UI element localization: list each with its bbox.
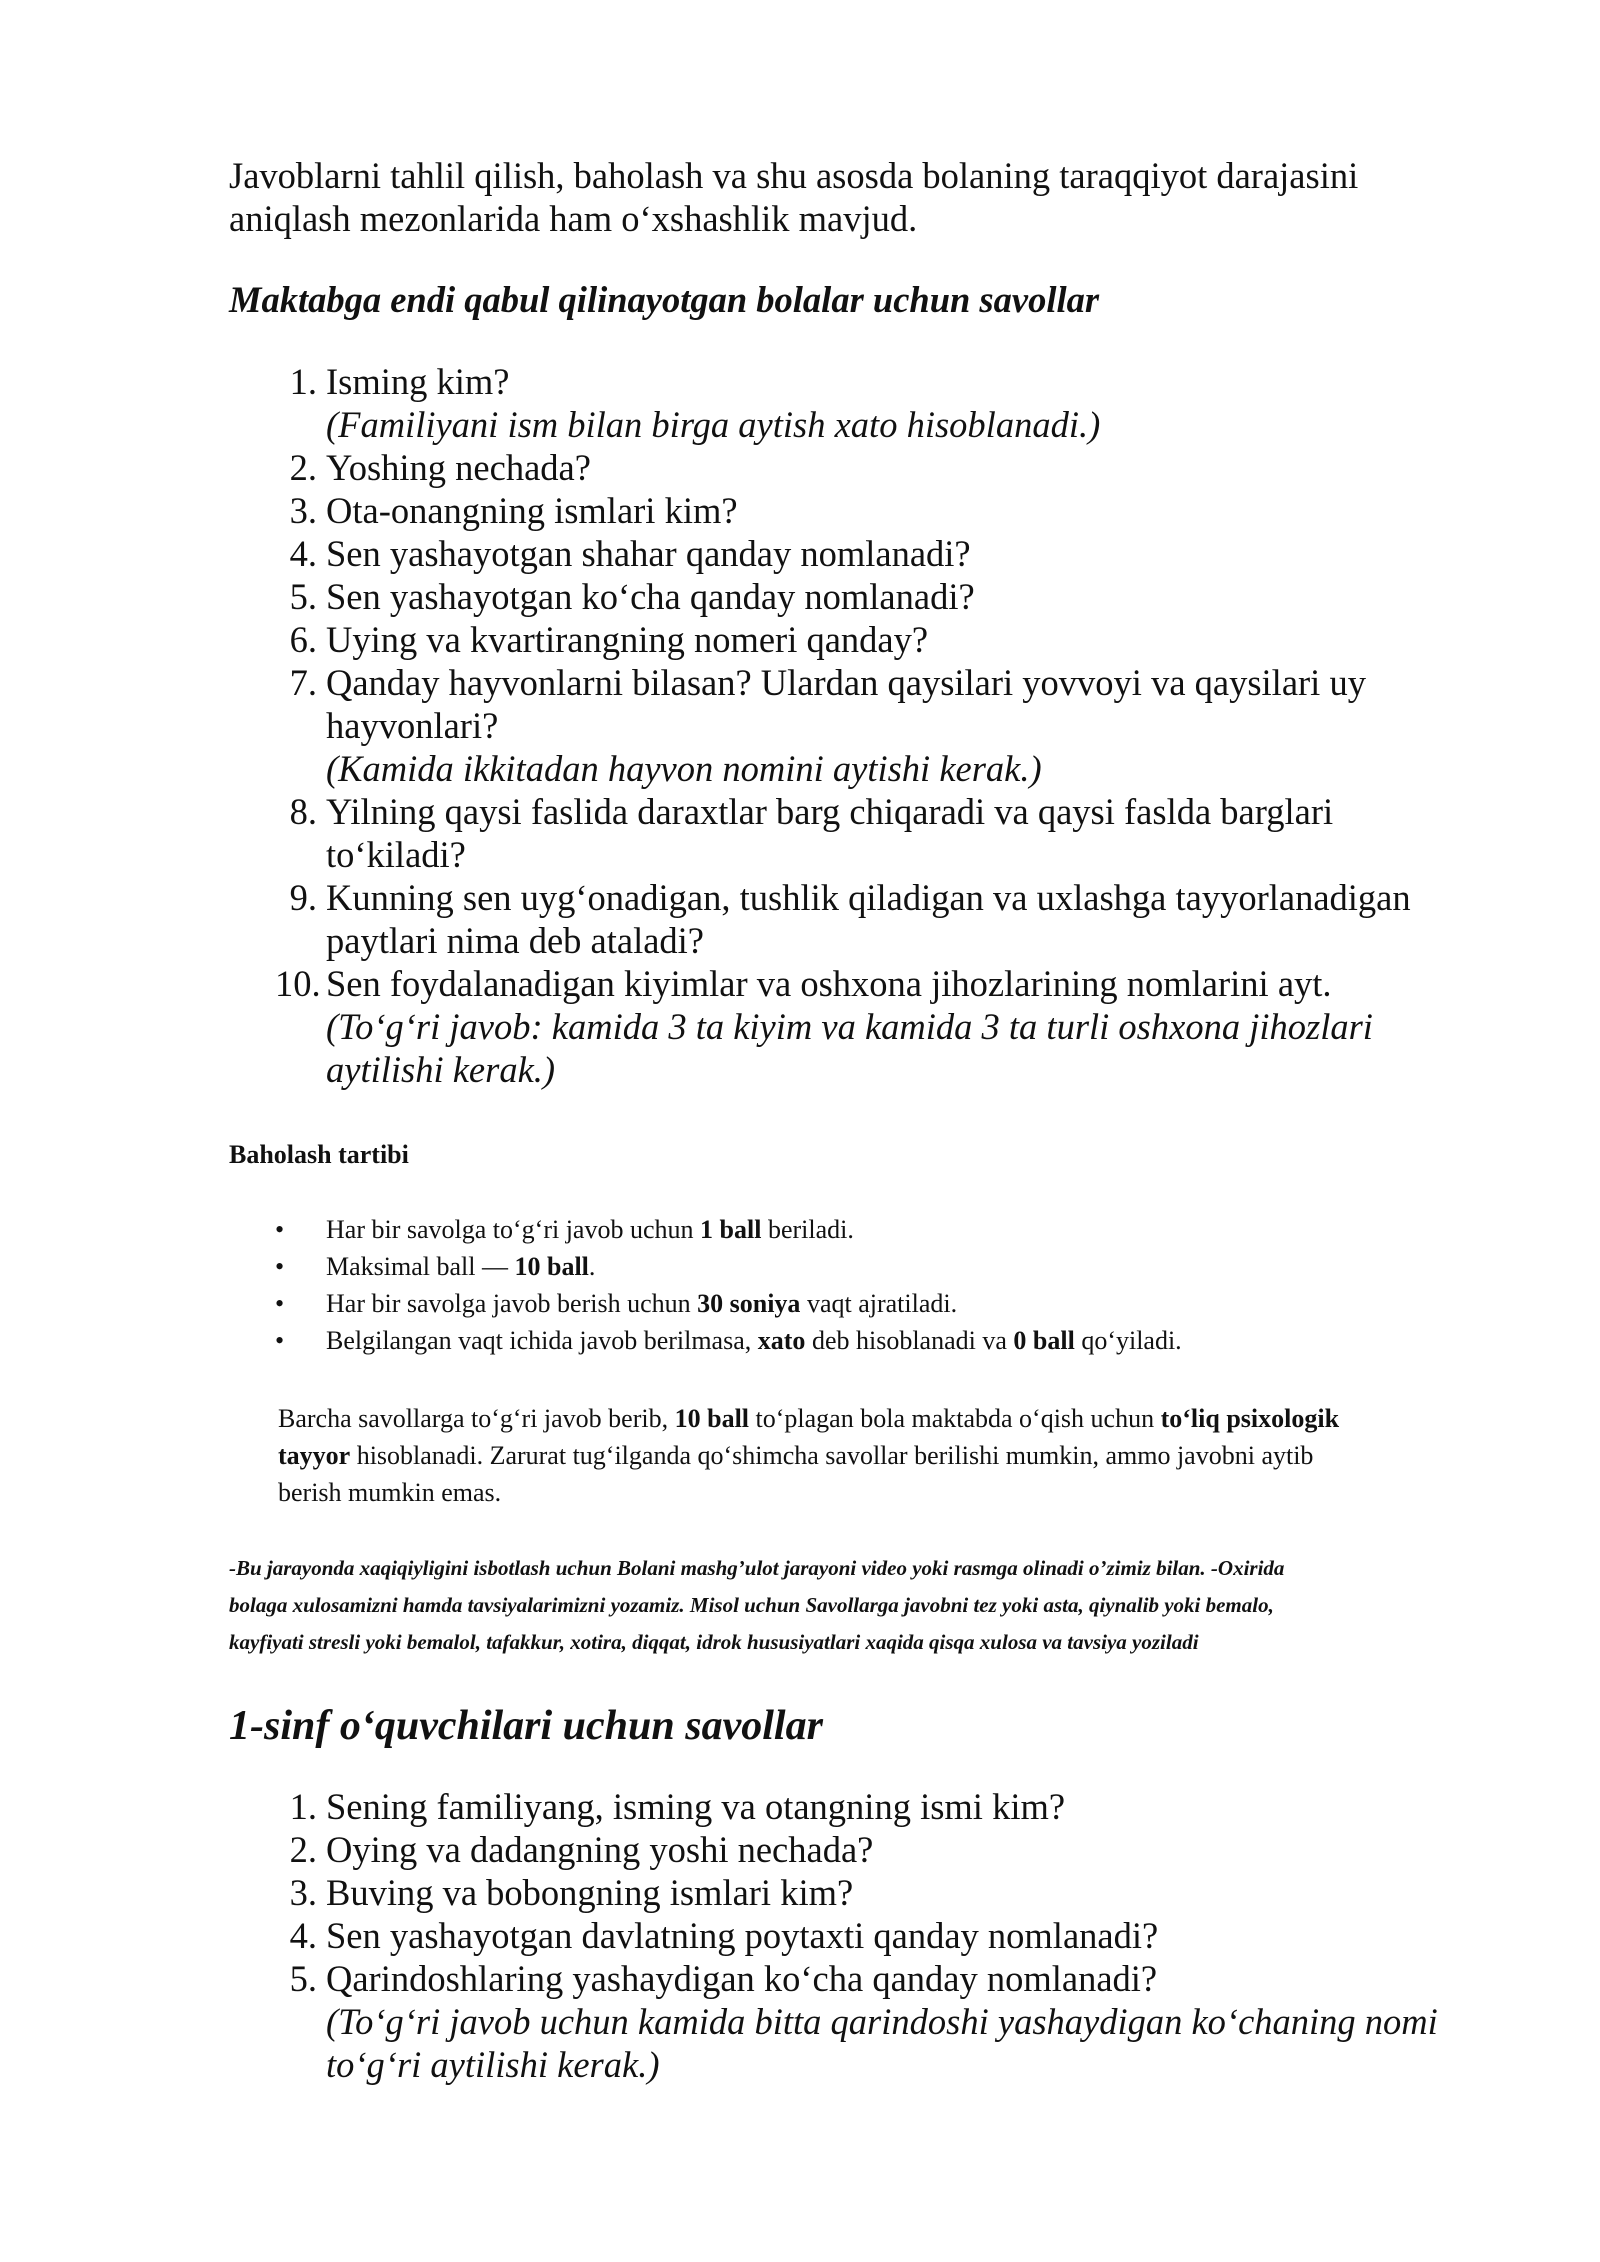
intro-paragraph: [229, 154, 1529, 240]
grading-bullet: [229, 1248, 1529, 1285]
question-note: (To‘g‘ri javob: kamida 3 ta kiyim va kamida 3 ta turli oshxona jihozlari: [326, 1006, 1373, 1047]
emphasis-text: xato: [757, 1326, 806, 1355]
text-run: hisoblanadi. Zarurat tug‘ilganda qo‘shimcha savollar berilishi mumkin, ammo javobni aytib: [350, 1441, 1314, 1470]
section2-heading: 1-sinf o‘quvchilari uchun savollar: [229, 1703, 823, 1749]
question-number: 7.: [289, 662, 317, 703]
question-note: (To‘g‘ri javob uchun kamida bitta qarindoshi yashaydigan ko‘chaning nomi: [326, 2001, 1438, 2042]
question-item: [229, 661, 1529, 790]
question-note: (Familiyani ism bilan birga aytish xato hisoblanadi.): [326, 404, 1101, 445]
question-note: aytilishi kerak.): [326, 1049, 556, 1090]
question-number: 1.: [289, 1786, 317, 1827]
question-number: 9.: [289, 877, 317, 918]
question-number: 3.: [289, 490, 317, 531]
emphasis-text: to‘liq psixologik: [1160, 1404, 1340, 1433]
question-item: [229, 962, 1529, 1091]
emphasis-text: tayyor: [278, 1441, 351, 1470]
question-number: 8.: [289, 791, 317, 832]
grading-heading: Baholash tartibi: [229, 1140, 409, 1169]
question-note: (Kamida ikkitadan hayvon nomini aytishi kerak.): [326, 748, 1042, 789]
question-number: 2.: [289, 1829, 317, 1870]
emphasis-text: 0 ball: [1013, 1326, 1075, 1355]
text-run: vaqt ajratiladi.: [800, 1289, 958, 1318]
bullet-icon: •: [275, 1252, 285, 1281]
question-text: Yoshing nechada?: [326, 447, 591, 488]
intro-line: Javoblarni tahlil qilish, baholash va shu asosda bolaning taraqqiyot darajasini: [229, 155, 1359, 196]
grading-bullet-list: [229, 1211, 1529, 1359]
footnote-line: -Bu jarayonda xaqiqiyligini isbotlash uchun Bolani mashg’ulot jarayoni video yoki rasmga olinadi o’zimiz bilan. -Oxirida: [229, 1556, 1285, 1580]
section1-heading: Maktabga endi qabul qilinayotgan bolalar uchun savollar: [229, 279, 1100, 320]
text-run: qo‘yiladi.: [1074, 1326, 1182, 1355]
emphasis-text: 10 ball: [514, 1252, 589, 1281]
question-item: [229, 1871, 1529, 1914]
question-number: 2.: [289, 447, 317, 488]
question-number: 10.: [275, 963, 321, 1004]
question-number: 3.: [289, 1872, 317, 1913]
question-text: Ota-onangning ismlari kim?: [326, 490, 738, 531]
text-run: .: [588, 1252, 596, 1281]
question-number: 4.: [289, 533, 317, 574]
question-number: 1.: [289, 361, 317, 402]
text-run: berish mumkin emas.: [278, 1478, 502, 1507]
question-text: Buving va bobongning ismlari kim?: [326, 1872, 854, 1913]
text-run: deb hisoblanadi va: [805, 1326, 1014, 1355]
bullet-icon: •: [275, 1215, 285, 1244]
question-text: Qarindoshlaring yashaydigan ko‘cha qanday nomlanadi?: [326, 1958, 1158, 1999]
question-item: [229, 489, 1529, 532]
question-item: [229, 360, 1529, 446]
question-item: [229, 1914, 1529, 1957]
grading-bullet: [229, 1285, 1529, 1322]
question-text: Qanday hayvonlarni bilasan? Ulardan qaysilari yovvoyi va qaysilari uy: [326, 662, 1366, 703]
bullet-icon: •: [275, 1289, 285, 1318]
question-text: Sen yashayotgan ko‘cha qanday nomlanadi?: [326, 576, 975, 617]
footnote-line: kayfiyati stresli yoki bemalol, tafakkur, xotira, diqqat, idrok hususiyatlari xaqida qisqa xulosa va tavsiya yoziladi: [229, 1630, 1199, 1654]
question-text: hayvonlari?: [326, 705, 499, 746]
text-run: Maksimal ball —: [326, 1252, 515, 1281]
summary-line: [278, 1437, 1578, 1474]
grading-bullet: [229, 1322, 1529, 1359]
question-text: Sen yashayotgan shahar qanday nomlanadi?: [326, 533, 971, 574]
question-item: [229, 790, 1529, 876]
question-item: [229, 532, 1529, 575]
question-text: Isming kim?: [326, 361, 510, 402]
question-text: to‘kiladi?: [326, 834, 466, 875]
text-run: to‘plagan bola maktabda o‘qish uchun: [749, 1404, 1161, 1433]
emphasis-text: 30 soniya: [697, 1289, 801, 1318]
question-text: Kunning sen uyg‘onadigan, tushlik qiladigan va uxlashga tayyorlanadigan: [326, 877, 1411, 918]
emphasis-text: 1 ball: [700, 1215, 762, 1244]
footnote: [229, 1550, 1589, 1661]
text-run: Har bir savolga javob berish uchun: [326, 1289, 698, 1318]
question-note: to‘g‘ri aytilishi kerak.): [326, 2044, 660, 2085]
question-text: Uying va kvartirangning nomeri qanday?: [326, 619, 929, 660]
bullet-icon: •: [275, 1326, 285, 1355]
question-number: 5.: [289, 576, 317, 617]
question-item: [229, 618, 1529, 661]
question-text: Yilning qaysi faslida daraxtlar barg chiqaradi va qaysi faslda barglari: [326, 791, 1334, 832]
text-run: Belgilangan vaqt ichida javob berilmasa,: [326, 1326, 758, 1355]
question-text: Sen yashayotgan davlatning poytaxti qanday nomlanadi?: [326, 1915, 1159, 1956]
text-run: Barcha savollarga to‘g‘ri javob berib,: [278, 1404, 675, 1433]
grading-summary: [278, 1400, 1578, 1511]
section1-question-list: [229, 360, 1529, 1091]
question-item: [229, 1785, 1529, 1828]
question-item: [229, 1828, 1529, 1871]
question-item: [229, 446, 1529, 489]
footnote-line: bolaga xulosamizni hamda tavsiyalarimizni yozamiz. Misol uchun Savollarga javobni tez yoki asta, qiynalib yoki bemalo,: [229, 1593, 1274, 1617]
question-text: Sen foydalanadigan kiyimlar va oshxona jihozlarining nomlarini ayt.: [326, 963, 1332, 1004]
grading-bullet: [229, 1211, 1529, 1248]
question-item: [229, 575, 1529, 618]
question-item: [229, 1957, 1529, 2086]
question-text: Oying va dadangning yoshi nechada?: [326, 1829, 874, 1870]
text-run: beriladi.: [761, 1215, 854, 1244]
intro-line: aniqlash mezonlarida ham o‘xshashlik mavjud.: [229, 198, 918, 239]
question-text: paytlari nima deb ataladi?: [326, 920, 705, 961]
summary-line: [278, 1474, 1578, 1511]
question-number: 5.: [289, 1958, 317, 1999]
emphasis-text: 10 ball: [674, 1404, 750, 1433]
section2-question-list: [229, 1785, 1529, 2086]
question-item: [229, 876, 1529, 962]
question-number: 4.: [289, 1915, 317, 1956]
question-text: Sening familiyang, isming va otangning ismi kim?: [326, 1786, 1066, 1827]
text-run: Har bir savolga to‘g‘ri javob uchun: [326, 1215, 701, 1244]
summary-line: [278, 1400, 1578, 1437]
question-number: 6.: [289, 619, 317, 660]
